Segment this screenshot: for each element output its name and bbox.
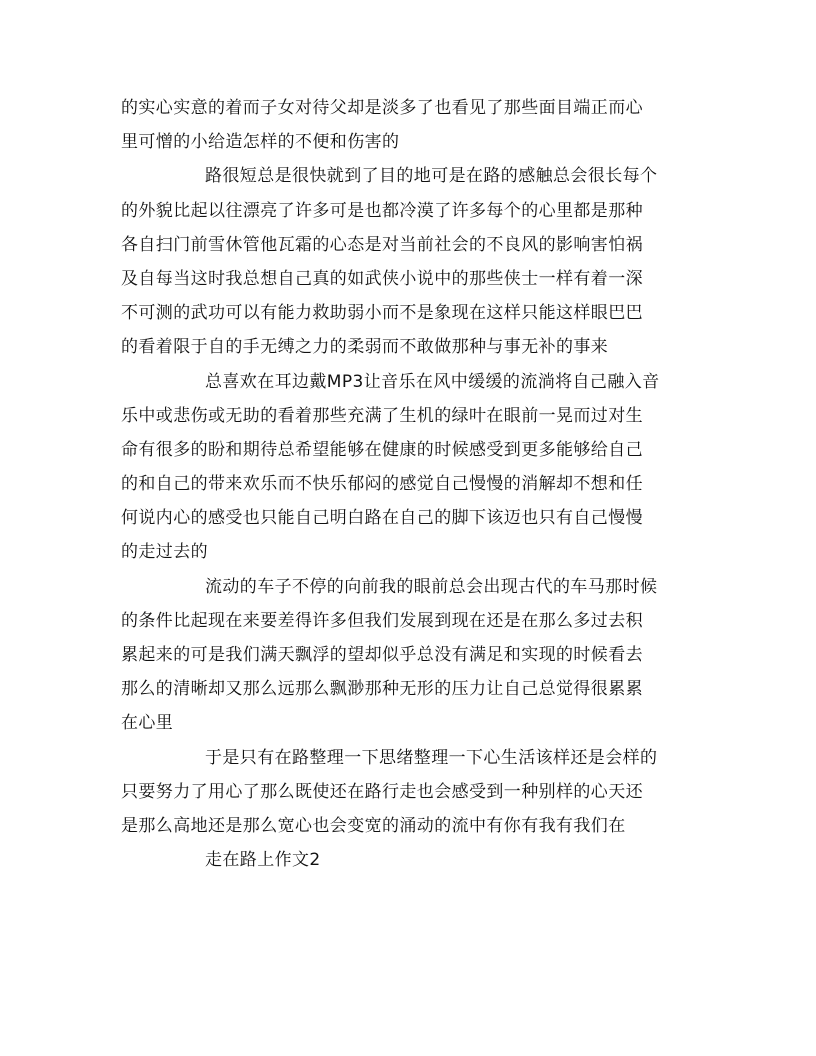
text-line: 的和自己的带来欢乐而不快乐郁闷的感觉自己慢慢的消解却不想和任 <box>121 474 643 495</box>
text-line: 的实心实意的着而子女对待父却是淡多了也看见了那些面目端正而心 <box>121 98 643 118</box>
paragraph <box>121 159 701 364</box>
paragraph <box>121 843 701 877</box>
paragraph <box>121 741 701 844</box>
paragraph <box>121 570 701 741</box>
text-line: 里可憎的小给造怎样的不便和伤害的 <box>121 132 400 153</box>
text-line: 命有很多的盼和期待总希望能够在健康的时候感受到更多能够给自己 <box>121 439 643 460</box>
text-line: 路很短总是很快就到了目的地可是在路的感触总会很长每个 <box>205 166 658 187</box>
text-line: 不可测的武功可以有能力救助弱小而不是象现在这样只能这样眼巴巴 <box>121 303 643 324</box>
text-line: 各自扫门前雪休管他瓦霜的心态是对当前社会的不良风的影响害怕祸 <box>121 234 643 255</box>
text-line: 的看着限于自的手无缚之力的柔弱而不敢做那种与事无补的事来 <box>121 337 609 358</box>
text-line: 走在路上作文2 <box>205 850 321 871</box>
text-line: 累起来的可是我们满天飘浮的望却似乎总没有满足和实现的时候看去 <box>121 645 643 665</box>
text-line: 的外貌比起以往漂亮了许多可是也都冷漠了许多每个的心里都是那种 <box>121 200 643 221</box>
text-line: 总喜欢在耳边戴MP3让音乐在风中缓缓的流淌将自己融入音 <box>205 371 660 392</box>
text-line: 流动的车子不停的向前我的眼前总会出现古代的车马那时候 <box>205 576 658 597</box>
paragraph <box>121 91 701 159</box>
document-body <box>121 91 701 877</box>
text-line: 乐中或悲伤或无助的看着那些充满了生机的绿叶在眼前一晃而过对生 <box>121 405 643 426</box>
text-line: 及自每当这时我总想自己真的如武侠小说中的那些侠士一样有着一深 <box>121 268 643 289</box>
text-line: 的条件比起现在来要差得许多但我们发展到现在还是在那么多过去积 <box>121 610 643 631</box>
text-line: 何说内心的感受也只能自己明白路在自己的脚下该迈也只有自己慢慢 <box>121 508 643 529</box>
text-line: 是那么高地还是那么宽心也会变宽的涌动的流中有你有我有我们在 <box>121 815 626 836</box>
text-line: 只要努力了用心了那么既使还在路行走也会感受到一种别样的心天还 <box>121 781 643 802</box>
text-line: 在心里 <box>121 713 174 734</box>
text-line: 于是只有在路整理一下思绪整理一下心生活该样还是会样的 <box>205 747 658 768</box>
text-line: 的走过去的 <box>121 542 208 563</box>
paragraph <box>121 365 701 570</box>
text-line: 那么的清晰却又那么远那么飘渺那种无形的压力让自己总觉得很累累 <box>121 679 643 700</box>
